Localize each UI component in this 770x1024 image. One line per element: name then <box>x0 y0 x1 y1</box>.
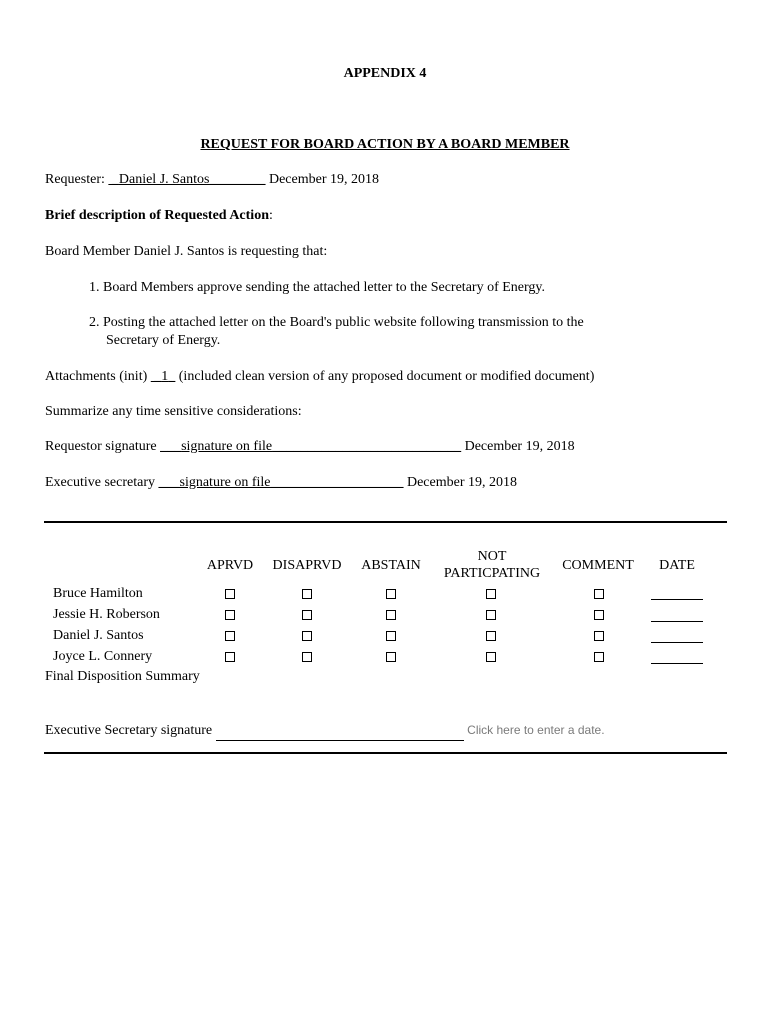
final-signature-line: Executive Secretary signature Click here to enter a date. <box>45 723 605 741</box>
date-line[interactable] <box>651 663 703 664</box>
requestor-signature-line: Requestor signature ___signature on file___________________________ December 19, 2018 <box>45 439 575 454</box>
executive-secretary-line: Executive secretary ___signature on file___________________ December 19, 2018 <box>45 475 518 490</box>
not-participating-checkbox[interactable] <box>486 610 496 620</box>
time-sensitive-label: Summarize any time sensitive considerations: <box>45 404 302 419</box>
abstain-checkbox[interactable] <box>386 631 396 641</box>
attachments-line: Attachments (init) _1_ (included clean version of any proposed document or modified document) <box>45 369 595 384</box>
requestor-signature-field[interactable]: ___signature on file___________________________ <box>160 439 462 454</box>
section-divider-bottom <box>44 752 727 754</box>
aprvd-checkbox[interactable] <box>225 631 235 641</box>
comment-checkbox[interactable] <box>594 589 604 599</box>
requester-name-field[interactable]: _Daniel J. Santos________ <box>108 172 266 187</box>
member-name: Joyce L. Connery <box>53 649 153 664</box>
header-disaprvd: DISAPRVD <box>272 558 342 573</box>
form-title: REQUEST FOR BOARD ACTION BY A BOARD MEMBER <box>200 137 570 152</box>
disaprvd-checkbox[interactable] <box>302 631 312 641</box>
request-item-1: 1. Board Members approve sending the attached letter to the Secretary of Energy. <box>89 280 546 295</box>
abstain-checkbox[interactable] <box>386 610 396 620</box>
not-participating-checkbox[interactable] <box>486 631 496 641</box>
comment-checkbox[interactable] <box>594 610 604 620</box>
request-item-2: 2. Posting the attached letter on the Board's public website following transmission to the <box>89 315 584 330</box>
appendix-title: APPENDIX 4 <box>343 66 427 81</box>
final-signature-field[interactable] <box>216 723 464 741</box>
date-line[interactable] <box>651 642 703 643</box>
executive-secretary-field[interactable]: ___signature on file___________________ <box>158 475 404 490</box>
member-name: Jessie H. Roberson <box>53 607 160 622</box>
member-name: Daniel J. Santos <box>53 628 144 643</box>
header-abstain: ABSTAIN <box>361 558 421 573</box>
requester-label: Requester: <box>45 172 105 187</box>
header-date: DATE <box>659 558 695 573</box>
header-aprvd: APRVD <box>206 558 254 573</box>
comment-checkbox[interactable] <box>594 652 604 662</box>
abstain-checkbox[interactable] <box>386 589 396 599</box>
comment-checkbox[interactable] <box>594 631 604 641</box>
abstain-checkbox[interactable] <box>386 652 396 662</box>
section-divider-top <box>44 521 727 523</box>
date-line[interactable] <box>651 621 703 622</box>
header-not-participating: NOT PARTICPATING <box>443 549 541 581</box>
date-picker-placeholder[interactable]: Click here to enter a date. <box>467 723 605 737</box>
request-item-2-continued: Secretary of Energy. <box>106 333 221 348</box>
aprvd-checkbox[interactable] <box>225 652 235 662</box>
member-name: Bruce Hamilton <box>53 586 143 601</box>
requester-date: December 19, 2018 <box>268 172 380 187</box>
final-disposition-label: Final Disposition Summary <box>45 669 200 684</box>
not-participating-checkbox[interactable] <box>486 652 496 662</box>
disaprvd-checkbox[interactable] <box>302 589 312 599</box>
request-intro: Board Member Daniel J. Santos is requesting that: <box>45 244 328 259</box>
aprvd-checkbox[interactable] <box>225 589 235 599</box>
not-participating-checkbox[interactable] <box>486 589 496 599</box>
disaprvd-checkbox[interactable] <box>302 610 312 620</box>
requester-line <box>45 172 379 189</box>
header-comment: COMMENT <box>562 558 634 573</box>
description-heading: Brief description of Requested Action: <box>45 208 273 223</box>
aprvd-checkbox[interactable] <box>225 610 235 620</box>
date-line[interactable] <box>651 599 703 600</box>
attachments-init-field[interactable]: _1_ <box>150 369 176 384</box>
disaprvd-checkbox[interactable] <box>302 652 312 662</box>
